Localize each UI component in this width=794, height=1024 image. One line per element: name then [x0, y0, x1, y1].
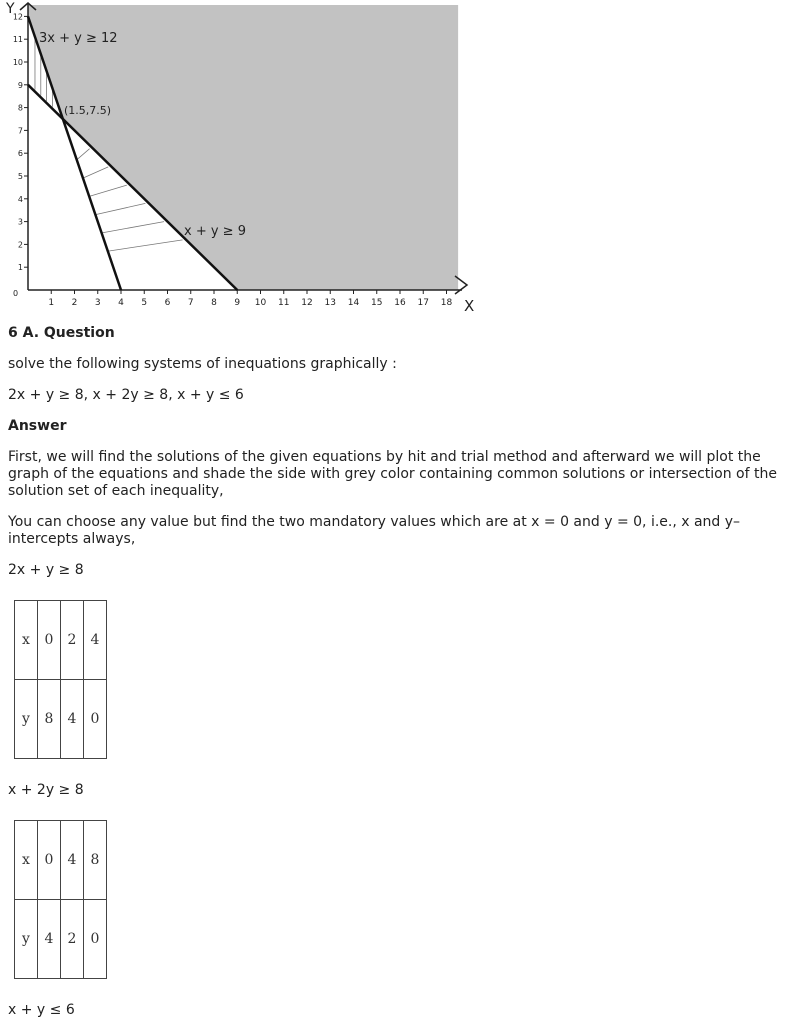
line1-label: 3x + y ≥ 12 — [39, 31, 118, 46]
x-tick-label: 2 — [71, 298, 78, 308]
y-tick-label: 6 — [17, 149, 23, 159]
origin-label: 0 — [13, 289, 19, 298]
y-tick-label: 8 — [17, 103, 23, 113]
x-tick-label: 18 — [440, 298, 453, 308]
value-table-1 — [14, 600, 107, 759]
x-tick-label: 13 — [324, 298, 336, 308]
y-tick-label: 11 — [12, 35, 23, 45]
x-tick-label: 11 — [278, 298, 290, 308]
y-axis-label: Y — [6, 1, 15, 17]
x-tick-label: 8 — [211, 298, 217, 308]
y-tick-label: 1 — [17, 263, 23, 273]
x-tick-label: 1 — [48, 298, 55, 308]
table-row-y — [15, 680, 107, 759]
equation-2: x + 2y ≥ 8 — [8, 782, 84, 798]
table-row-x — [15, 601, 107, 680]
value-table-2 — [14, 820, 107, 979]
equation-1: 2x + y ≥ 8 — [8, 562, 84, 578]
table-cell: 0 — [84, 680, 107, 759]
answer-paragraph-1: First, we will find the solutions of the given equations by hit and trial method and afterward we will plot the graph of the equations and shade the side with grey color containing common solutions or intersection of the solution set of each inequality, — [8, 449, 777, 499]
table-cell: y — [15, 900, 38, 979]
table-row-y — [15, 900, 107, 979]
x-tick-label: 10 — [254, 298, 267, 308]
x-tick-label: 7 — [187, 298, 194, 308]
question-text: solve the following systems of inequations graphically : — [8, 356, 397, 372]
y-tick-label: 9 — [17, 80, 23, 90]
table-cell: 8 — [84, 821, 107, 900]
x-tick-label: 15 — [371, 298, 383, 308]
equation-3: x + y ≤ 6 — [8, 1002, 75, 1018]
hatch-line — [95, 203, 145, 214]
answer-paragraph-2: You can choose any value but find the two mandatory values which are at x = 0 and y = 0, i.e., x and y–intercepts always, — [8, 514, 741, 547]
hatch-line — [89, 185, 127, 196]
x-tick-label: 9 — [234, 298, 241, 308]
table-row-x — [15, 821, 107, 900]
table-cell: y — [15, 680, 38, 759]
x-tick-label: 12 — [301, 298, 313, 308]
table-cell: 4 — [84, 601, 107, 680]
x-tick-label: 16 — [394, 298, 406, 308]
table-cell: x — [15, 601, 38, 680]
y-tick-label: 4 — [17, 194, 23, 204]
table-cell: 4 — [61, 821, 84, 900]
answer-heading: Answer — [8, 418, 67, 434]
y-tick-label: 2 — [17, 240, 23, 250]
hatch-line — [76, 149, 89, 160]
table-cell: 4 — [38, 900, 61, 979]
hatch-line — [101, 222, 164, 233]
inequality-graph — [0, 0, 794, 320]
table-cell: 0 — [38, 821, 61, 900]
x-tick-label: 5 — [141, 298, 148, 308]
table-cell: 2 — [61, 601, 84, 680]
hatch-line — [107, 240, 182, 251]
table-cell: 2 — [61, 900, 84, 979]
y-tick-label: 5 — [17, 172, 23, 181]
x-tick-label: 4 — [118, 298, 124, 308]
y-tick-label: 7 — [17, 126, 23, 136]
x-tick-label: 3 — [94, 298, 101, 308]
y-tick-label: 10 — [12, 58, 23, 67]
table-cell: 4 — [61, 680, 84, 759]
table-cell: 0 — [38, 601, 61, 680]
hatch-line — [83, 167, 109, 178]
y-tick-label: 12 — [12, 12, 23, 22]
table-cell: 8 — [38, 680, 61, 759]
y-tick-label: 3 — [17, 217, 23, 227]
x-tick-label: 17 — [417, 298, 429, 308]
x-tick-label: 14 — [347, 298, 360, 308]
line2-label: x + y ≥ 9 — [184, 224, 246, 239]
intersection-label: (1.5,7.5) — [64, 104, 112, 117]
table-cell: x — [15, 821, 38, 900]
question-heading: 6 A. Question — [8, 325, 115, 341]
table-cell: 0 — [84, 900, 107, 979]
x-axis-label: X — [464, 297, 475, 315]
inequalities-line: 2x + y ≥ 8, x + 2y ≥ 8, x + y ≤ 6 — [8, 387, 244, 403]
x-tick-label: 6 — [164, 298, 171, 308]
